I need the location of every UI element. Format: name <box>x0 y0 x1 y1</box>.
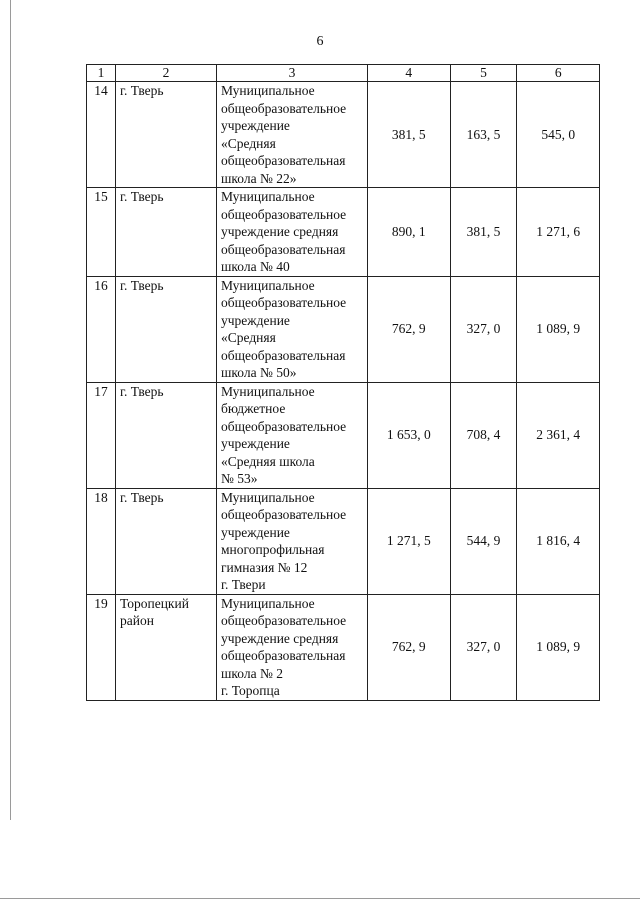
row-value-col6: 545, 0 <box>517 82 600 188</box>
table-row <box>87 594 600 700</box>
header-col-5: 5 <box>450 65 517 82</box>
row-number: 19 <box>87 594 116 700</box>
row-institution-name: Муниципальное бюджетное общеобразовательное учреждение «Средняя школа № 53» <box>217 382 368 488</box>
table-row <box>87 82 600 188</box>
table-row <box>87 188 600 277</box>
row-value-col4: 1 271, 5 <box>368 488 451 594</box>
table-row <box>87 276 600 382</box>
row-value-col6: 1 271, 6 <box>517 188 600 277</box>
row-location: г. Тверь <box>116 276 217 382</box>
row-value-col6: 1 816, 4 <box>517 488 600 594</box>
row-location: г. Тверь <box>116 382 217 488</box>
row-value-col4: 1 653, 0 <box>368 382 451 488</box>
row-institution-name: Муниципальное общеобразовательное учреждение средняя общеобразовательная школа № 2 г. Торопца <box>217 594 368 700</box>
row-value-col6: 1 089, 9 <box>517 594 600 700</box>
header-col-2: 2 <box>116 65 217 82</box>
header-col-3: 3 <box>217 65 368 82</box>
scan-bottom-edge-line <box>0 898 640 899</box>
row-institution-name: Муниципальное общеобразовательное учреждение «Средняя общеобразовательная школа № 22» <box>217 82 368 188</box>
row-location: Торопецкий район <box>116 594 217 700</box>
header-col-1: 1 <box>87 65 116 82</box>
row-value-col5: 163, 5 <box>450 82 517 188</box>
row-value-col5: 708, 4 <box>450 382 517 488</box>
table-row <box>87 382 600 488</box>
row-value-col5: 381, 5 <box>450 188 517 277</box>
row-institution-name: Муниципальное общеобразовательное учреждение средняя общеобразовательная школа № 40 <box>217 188 368 277</box>
row-number: 16 <box>87 276 116 382</box>
row-value-col5: 544, 9 <box>450 488 517 594</box>
row-value-col6: 1 089, 9 <box>517 276 600 382</box>
page-number: 6 <box>316 34 324 49</box>
row-location: г. Тверь <box>116 488 217 594</box>
row-number: 15 <box>87 188 116 277</box>
row-institution-name: Муниципальное общеобразовательное учреждение многопрофильная гимназия № 12 г. Твери <box>217 488 368 594</box>
row-value-col4: 890, 1 <box>368 188 451 277</box>
row-value-col5: 327, 0 <box>450 276 517 382</box>
scan-left-edge-line <box>10 0 11 820</box>
data-table <box>86 64 600 701</box>
table-header-row <box>87 65 600 82</box>
row-value-col6: 2 361, 4 <box>517 382 600 488</box>
row-value-col4: 381, 5 <box>368 82 451 188</box>
row-value-col5: 327, 0 <box>450 594 517 700</box>
row-number: 14 <box>87 82 116 188</box>
row-number: 18 <box>87 488 116 594</box>
row-number: 17 <box>87 382 116 488</box>
row-institution-name: Муниципальное общеобразовательное учреждение «Средняя общеобразовательная школа № 50» <box>217 276 368 382</box>
row-value-col4: 762, 9 <box>368 594 451 700</box>
header-col-6: 6 <box>517 65 600 82</box>
row-location: г. Тверь <box>116 82 217 188</box>
header-col-4: 4 <box>368 65 451 82</box>
table-row <box>87 488 600 594</box>
row-value-col4: 762, 9 <box>368 276 451 382</box>
row-location: г. Тверь <box>116 188 217 277</box>
